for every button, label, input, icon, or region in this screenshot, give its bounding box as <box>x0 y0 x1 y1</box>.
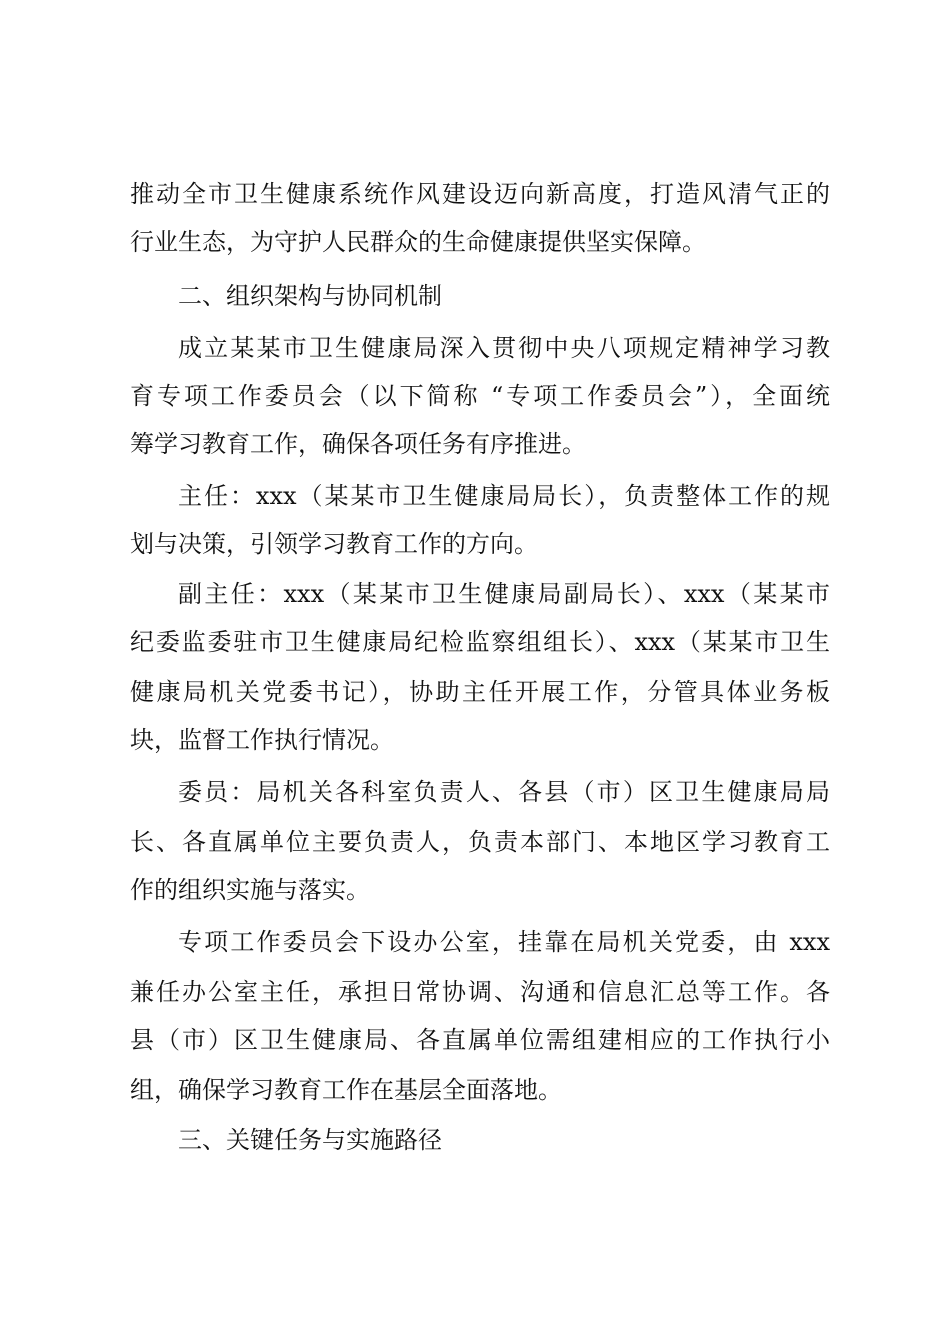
paragraph-line: 组，确保学习教育工作在基层全面落地。 <box>130 1076 562 1104</box>
paragraph-line: 纪委监委驻市卫生健康局纪检监察组组长）、xxx（某某市卫生 <box>130 628 830 656</box>
section-heading: 三、关键任务与实施路径 <box>178 1126 442 1154</box>
paragraph-line: 副主任：xxx（某某市卫生健康局副局长）、xxx（某某市 <box>178 580 830 608</box>
paragraph-line: 成立某某市卫生健康局深入贯彻中央八项规定精神学习教 <box>178 334 830 362</box>
paragraph-line: 划与决策，引领学习教育工作的方向。 <box>130 530 538 558</box>
paragraph-line: 推动全市卫生健康系统作风建设迈向新高度，打造风清气正的 <box>130 180 830 208</box>
paragraph-line: 县（市）区卫生健康局、各直属单位需组建相应的工作执行小 <box>130 1026 830 1054</box>
paragraph-line: 健康局机关党委书记），协助主任开展工作，分管具体业务板 <box>130 678 830 706</box>
paragraph-line: 作的组织实施与落实。 <box>130 876 370 904</box>
paragraph-line: 兼任办公室主任，承担日常协调、沟通和信息汇总等工作。各 <box>130 978 830 1006</box>
paragraph-line: 委员：局机关各科室负责人、各县（市）区卫生健康局局 <box>178 778 830 806</box>
paragraph-line: 育专项工作委员会（以下简称 “专项工作委员会”），全面统 <box>130 382 830 410</box>
paragraph-line: 专项工作委员会下设办公室，挂靠在局机关党委，由 xxx <box>178 928 830 956</box>
paragraph-line: 主任：xxx（某某市卫生健康局局长），负责整体工作的规 <box>178 482 830 510</box>
paragraph-line: 块，监督工作执行情况。 <box>130 726 394 754</box>
paragraph-line: 长、各直属单位主要负责人，负责本部门、本地区学习教育工 <box>130 828 830 856</box>
paragraph-line: 行业生态，为守护人民群众的生命健康提供坚实保障。 <box>130 228 706 256</box>
paragraph-line: 筹学习教育工作，确保各项任务有序推进。 <box>130 430 586 458</box>
section-heading: 二、组织架构与协同机制 <box>178 282 442 310</box>
